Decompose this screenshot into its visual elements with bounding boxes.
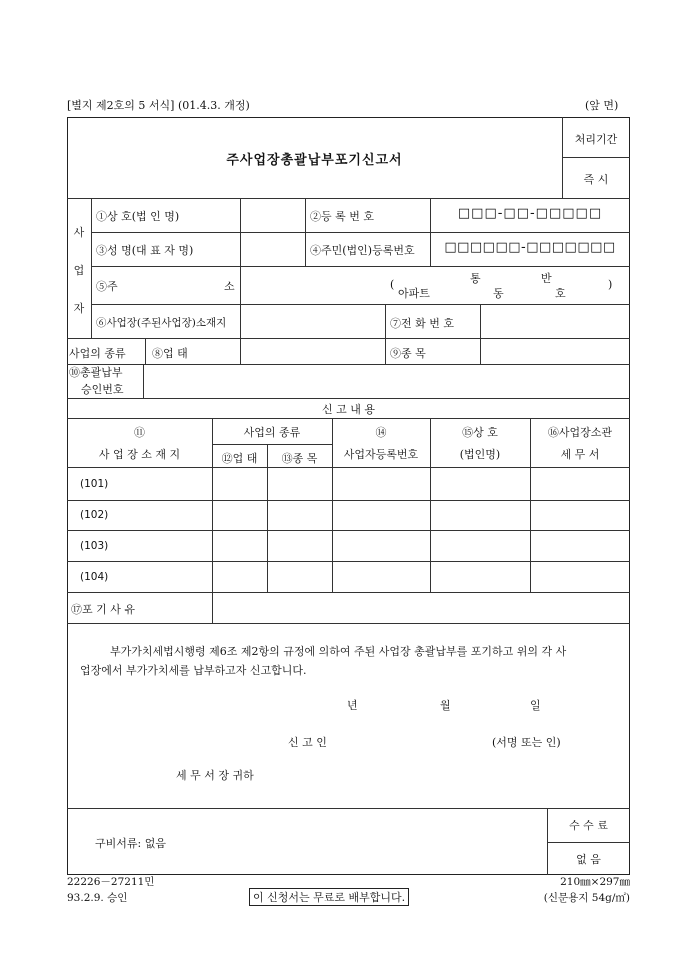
fee-label: 수 수 료 [569, 819, 608, 832]
approval-date: 93.2.9. 승인 [67, 892, 128, 904]
group-label-char: 업 [73, 264, 85, 277]
required-documents: 구비서류: 없음 [95, 837, 166, 850]
col-type-header: 사업의 종류 [243, 426, 301, 439]
form-title: 주사업장총괄납부포기신고서 [226, 153, 403, 168]
signature-note: (서명 또는 인) [492, 736, 561, 749]
col-item-header: ⑬종 목 [281, 452, 318, 465]
col-office-subheader: 세 무 서 [560, 448, 600, 461]
form-frame [67, 117, 630, 875]
free-distribution-notice: 이 신청서는 무료로 배부합니다. [249, 888, 409, 906]
col-regno-number: ⑭ [375, 426, 387, 439]
date-day: 일 [530, 699, 541, 712]
address-ho: 호 [555, 287, 566, 300]
form-reference: [별지 제2호의 5 서식] (01.4.3. 개정) [67, 99, 250, 112]
address-apt: 아파트 [398, 287, 430, 300]
fee-value: 없 음 [576, 853, 601, 866]
date-year: 년 [347, 699, 358, 712]
table-row: (104) [80, 571, 109, 583]
page-side: (앞 면) [585, 99, 619, 112]
approval-number-label: ⑩총괄납부 [69, 366, 123, 379]
address-tong: 통 [470, 272, 481, 285]
phone-label: ⑦전 화 번 호 [390, 317, 454, 330]
resident-number-boxes[interactable]: □□□□□□-□□□□□□□ [444, 240, 616, 255]
group-label-char: 자 [73, 302, 85, 315]
address-paren-open: ( [390, 278, 395, 291]
group-label-char: 사 [73, 226, 85, 239]
col-office-header: ⑯사업장소관 [547, 426, 613, 439]
form-code: 22226－27211민 [67, 876, 155, 888]
col-name-subheader: (법인명) [459, 448, 501, 461]
table-row: (103) [80, 540, 109, 552]
address-label-suffix: 소 [224, 280, 235, 293]
table-row: (101) [80, 478, 109, 490]
processing-period-value: 즉 시 [583, 173, 609, 186]
declaration-line-1: 부가가치세법시행령 제6조 제2항의 규정에 의하여 주된 사업장 총괄납부를 포기하고 위의 각 사 [110, 645, 567, 658]
registration-number-label: ②등 록 번 호 [310, 210, 374, 223]
address-label: ⑤주 [96, 280, 118, 293]
processing-period-label: 처리기간 [574, 133, 618, 146]
paper-type: (신문용지 54g/㎡) [543, 892, 630, 904]
col-regno-header: 사업자등록번호 [343, 448, 419, 461]
col-category-header: ⑫업 태 [221, 452, 258, 465]
table-row: (102) [80, 509, 109, 521]
business-type-label: 사업의 종류 [69, 347, 126, 360]
registration-number-boxes[interactable]: □□□-□□-□□□□□ [457, 206, 603, 221]
resident-number-label: ④주민(법인)등록번호 [310, 244, 415, 257]
date-month: 월 [440, 699, 451, 712]
col-name-header: ⑮상 호 [462, 426, 498, 439]
business-name-label: ①상 호(법 인 명) [96, 210, 180, 223]
address-ban: 반 [541, 272, 552, 285]
item-label: ⑨종 목 [390, 347, 426, 360]
category-label: ⑧업 태 [152, 347, 188, 360]
addressee: 세 무 서 장 귀하 [176, 769, 254, 782]
col-address-number: ⑪ [134, 426, 145, 439]
representative-label: ③성 명(대 표 자 명) [96, 244, 194, 257]
address-dong: 동 [493, 287, 504, 300]
col-address-header: 사 업 장 소 재 지 [98, 448, 181, 461]
reporter-label: 신 고 인 [288, 736, 327, 749]
declaration-line-2: 업장에서 부가가치세를 납부하고자 신고합니다. [80, 664, 307, 677]
approval-number-label-2: 승인번호 [81, 383, 124, 396]
main-site-label: ⑥사업장(주된사업장)소재지 [96, 317, 227, 329]
reason-label: ⑰포 기 사 유 [71, 603, 135, 616]
address-paren-close: ) [608, 278, 613, 291]
report-section-title: 신 고 내 용 [322, 403, 375, 416]
paper-size: 210㎜×297㎜ [560, 876, 630, 888]
